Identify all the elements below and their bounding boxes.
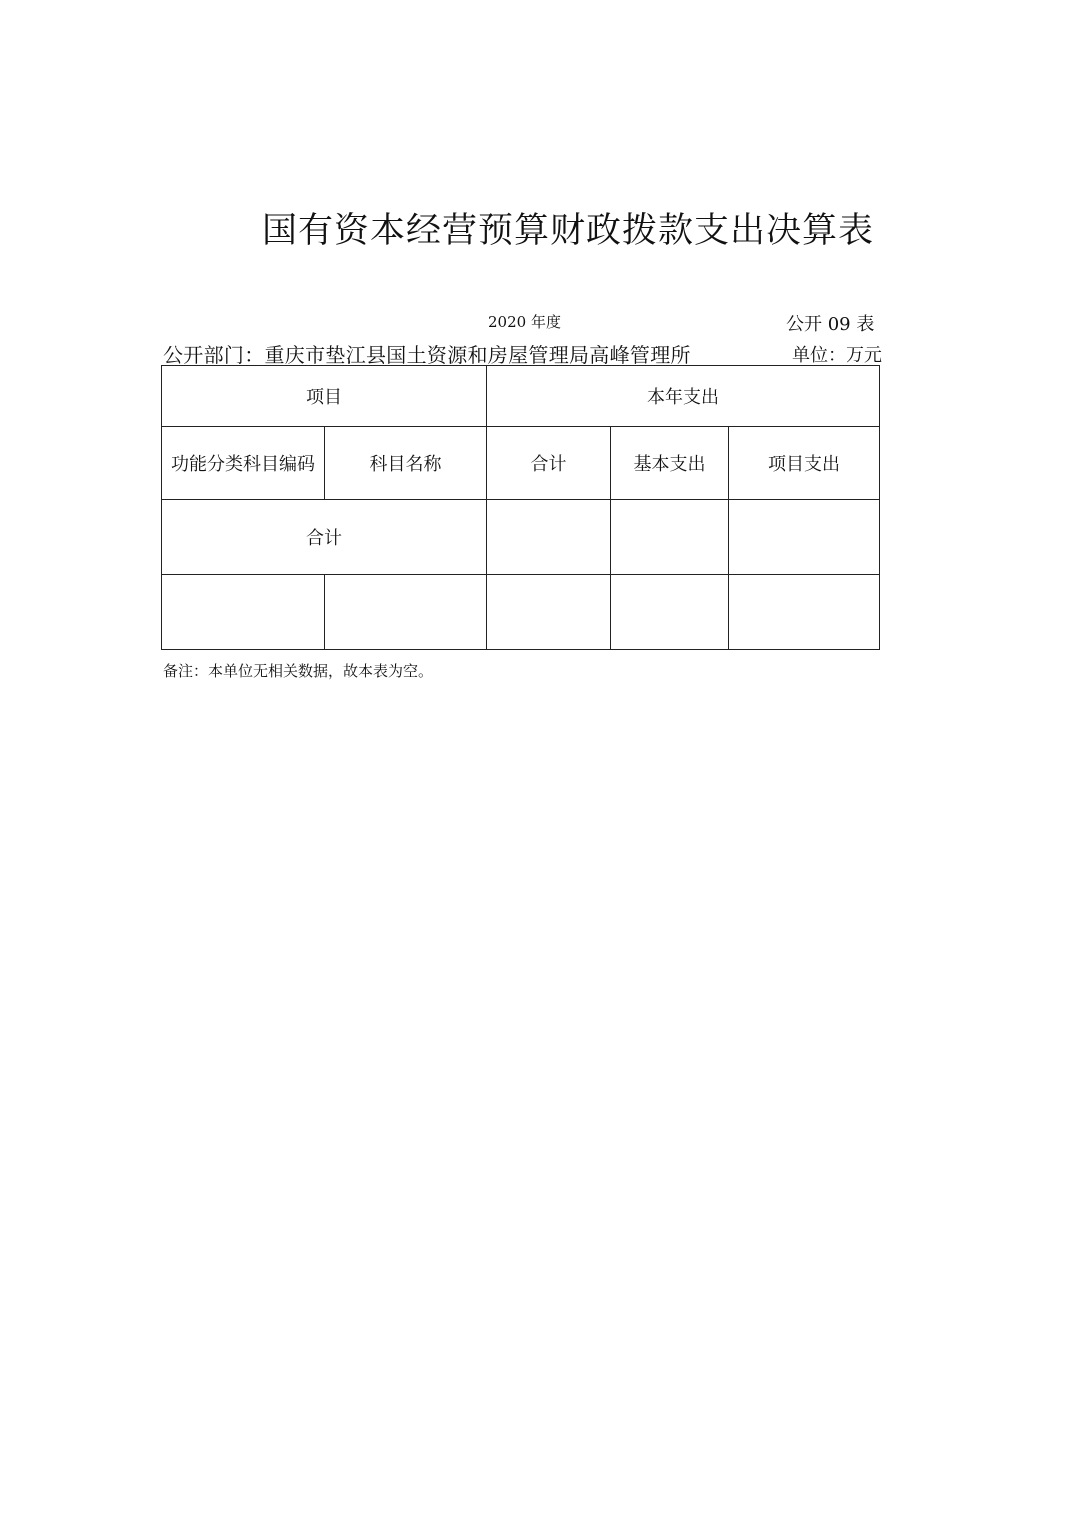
header-project: 项目 [162,366,487,427]
empty-code-cell [162,575,325,650]
col-total: 合计 [487,427,611,500]
empty-name-cell [325,575,487,650]
department-label: 公开部门：重庆市垫江县国土资源和房屋管理局高峰管理所 [163,343,691,367]
unit-label: 单位：万元 [792,345,882,366]
table-row [162,575,880,650]
col-subject-name: 科目名称 [325,427,487,500]
table-header-row [162,366,880,427]
empty-project-cell [729,575,880,650]
form-code: 公开 09 表 [786,314,875,335]
project-total-cell [729,500,880,575]
total-cell [487,500,611,575]
fiscal-year: 2020 年度 [488,313,561,331]
header-current-year-expense: 本年支出 [487,366,880,427]
col-project-expense: 项目支出 [729,427,880,500]
col-function-code: 功能分类科目编码 [162,427,325,500]
remark-note: 备注：本单位无相关数据，故本表为空。 [163,662,434,680]
page-title: 国有资本经营预算财政拨款支出决算表 [261,211,874,251]
empty-basic-cell [611,575,729,650]
table-subheader-row [162,427,880,500]
table-total-row [162,500,880,575]
total-row-label: 合计 [162,500,487,575]
col-basic-expense: 基本支出 [611,427,729,500]
basic-total-cell [611,500,729,575]
budget-table [161,365,880,650]
empty-total-cell [487,575,611,650]
